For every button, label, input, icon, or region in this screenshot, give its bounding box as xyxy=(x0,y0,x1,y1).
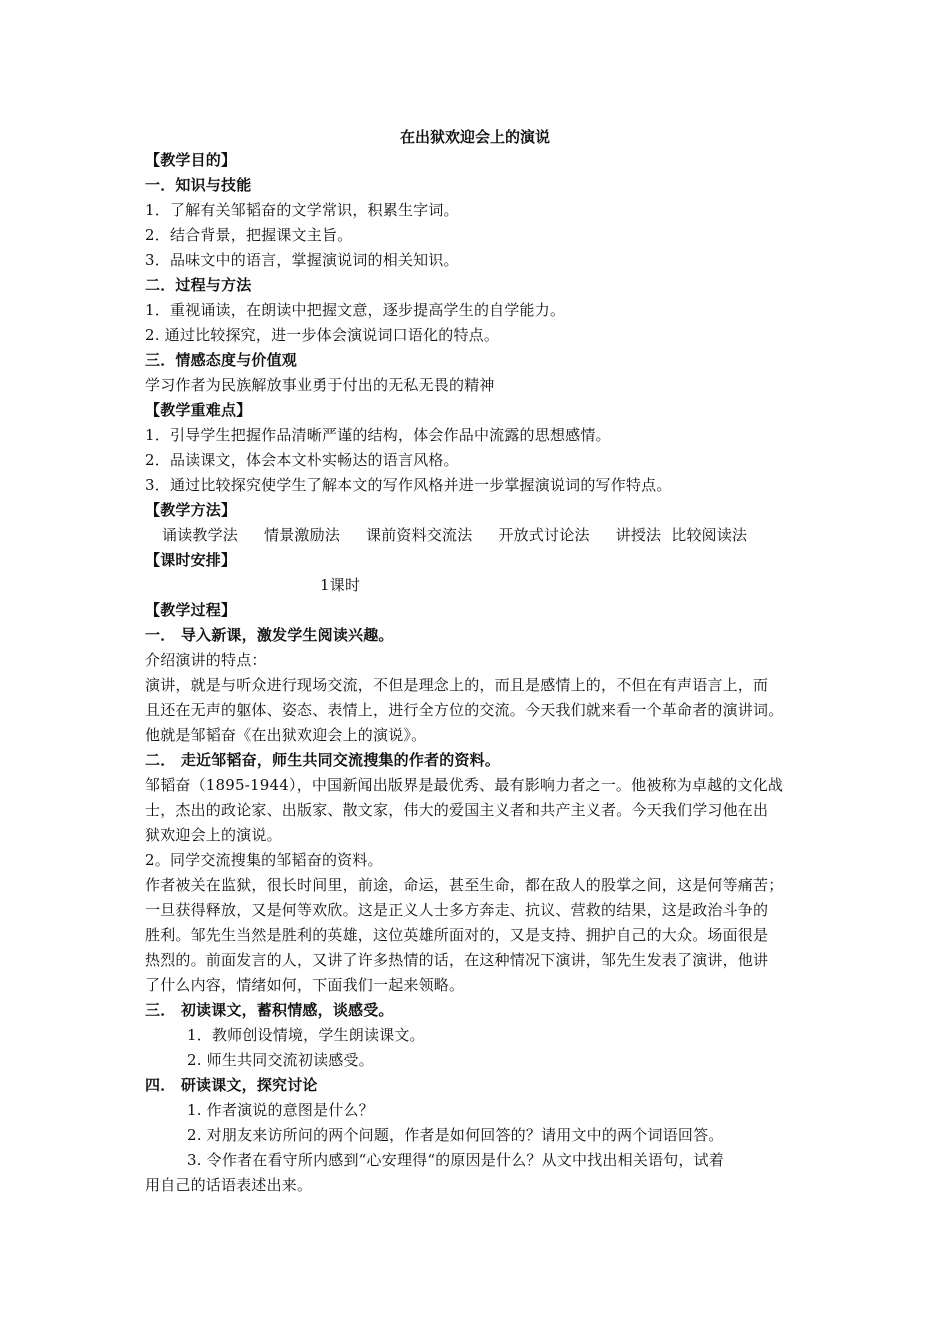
objective-item: 2. 通过比较探究，进一步体会演说词口语化的特点。 xyxy=(145,326,500,344)
question-item: 3. 令作者在看守所内感到“心安理得“的原因是什么？从文中找出相关语句，试着 xyxy=(187,1151,725,1169)
section-heading-methods: 【教学方法】 xyxy=(145,501,237,519)
paragraph-line: 邹韬奋（1895-1944），中国新闻出版界是最优秀、最有影响力者之一。他被称为卓越的文化战 xyxy=(145,776,784,794)
section-heading-objectives: 【教学目的】 xyxy=(145,151,237,169)
sub-item: 2. 师生共同交流初读感受。 xyxy=(187,1051,374,1069)
process-step-heading: 四． 研读课文，探究讨论 xyxy=(145,1076,318,1094)
subheading-knowledge-skills: 一．知识与技能 xyxy=(145,176,252,194)
section-heading-process: 【教学过程】 xyxy=(145,601,237,619)
subheading-attitudes-values: 三．情感态度与价值观 xyxy=(145,351,298,369)
paragraph-line: 介绍演讲的特点： xyxy=(145,651,267,669)
method-item: 开放式讨论法 xyxy=(498,526,590,544)
section-heading-schedule: 【课时安排】 xyxy=(145,551,237,569)
method-item: 讲授法 xyxy=(615,526,662,544)
objective-text: 学习作者为民族解放事业勇于付出的无私无畏的精神 xyxy=(145,376,495,394)
page-title: 在出狱欢迎会上的演说 xyxy=(399,128,550,146)
paragraph-line: 作者被关在监狱，很长时间里，前途，命运，甚至生命，都在敌人的股掌之间，这是何等痛苦； xyxy=(145,876,784,894)
paragraph-line: 胜利。邹先生当然是胜利的英雄，这位英雄所面对的，又是支持、拥护自己的大众。场面很是 xyxy=(145,926,769,944)
methods-list xyxy=(162,525,842,545)
subheading-process-methods: 二．过程与方法 xyxy=(145,276,252,294)
schedule-value: 1课时 xyxy=(320,576,361,594)
objective-item: 1．重视诵读，在朗读中把握文意，逐步提高学生的自学能力。 xyxy=(145,301,566,319)
method-item: 情景激励法 xyxy=(264,526,341,544)
question-item: 2. 对朋友来访所问的两个问题，作者是如何回答的？请用文中的两个词语回答。 xyxy=(187,1126,724,1144)
section-heading-key-points: 【教学重难点】 xyxy=(145,401,252,419)
process-step-heading: 一． 导入新课，激发学生阅读兴趣。 xyxy=(145,626,394,644)
question-item-continued: 用自己的话语表述出来。 xyxy=(145,1176,313,1194)
question-item: 1. 作者演说的意图是什么？ xyxy=(187,1101,374,1119)
objective-item: 1．了解有关邹韬奋的文学常识，积累生字词。 xyxy=(145,201,459,219)
method-item: 比较阅读法 xyxy=(671,526,748,544)
key-point-item: 2．品读课文，体会本文朴实畅达的语言风格。 xyxy=(145,451,459,469)
process-step-heading: 三． 初读课文，蓄积情感，谈感受。 xyxy=(145,1001,394,1019)
objective-item: 2．结合背景，把握课文主旨。 xyxy=(145,226,353,244)
sub-item: 1．教师创设情境，学生朗读课文。 xyxy=(187,1026,425,1044)
method-item: 诵读教学法 xyxy=(162,526,239,544)
paragraph-line: 2。同学交流搜集的邹韬奋的资料。 xyxy=(145,851,383,869)
paragraph-line: 士，杰出的政论家、出版家、散文家，伟大的爱国主义者和共产主义者。今天我们学习他在出 xyxy=(145,801,769,819)
paragraph-line: 狱欢迎会上的演说。 xyxy=(145,826,282,844)
paragraph-line: 演讲，就是与听众进行现场交流，不但是理念上的，而且是感情上的，不但在有声语言上，而 xyxy=(145,676,769,694)
paragraph-line: 热烈的。前面发言的人，又讲了许多热情的话，在这种情况下演讲，邹先生发表了演讲，他讲 xyxy=(145,951,769,969)
paragraph-line: 一旦获得释放，又是何等欢欣。这是正义人士多方奔走、抗议、营救的结果，这是政治斗争的 xyxy=(145,901,769,919)
process-step-heading: 二． 走近邹韬奋，师生共同交流搜集的作者的资料。 xyxy=(145,751,501,769)
key-point-item: 1．引导学生把握作品清晰严谨的结构，体会作品中流露的思想感情。 xyxy=(145,426,611,444)
paragraph-line: 且还在无声的躯体、姿态、表情上，进行全方位的交流。今天我们就来看一个革命者的演讲词。 xyxy=(145,701,784,719)
paragraph-line: 了什么内容，情绪如何，下面我们一起来领略。 xyxy=(145,976,465,994)
key-point-item: 3．通过比较探究使学生了解本文的写作风格并进一步掌握演说词的写作特点。 xyxy=(145,476,672,494)
objective-item: 3．品味文中的语言，掌握演说词的相关知识。 xyxy=(145,251,459,269)
method-item: 课前资料交流法 xyxy=(366,526,473,544)
paragraph-line: 他就是邹韬奋《在出狱欢迎会上的演说》。 xyxy=(145,726,427,744)
